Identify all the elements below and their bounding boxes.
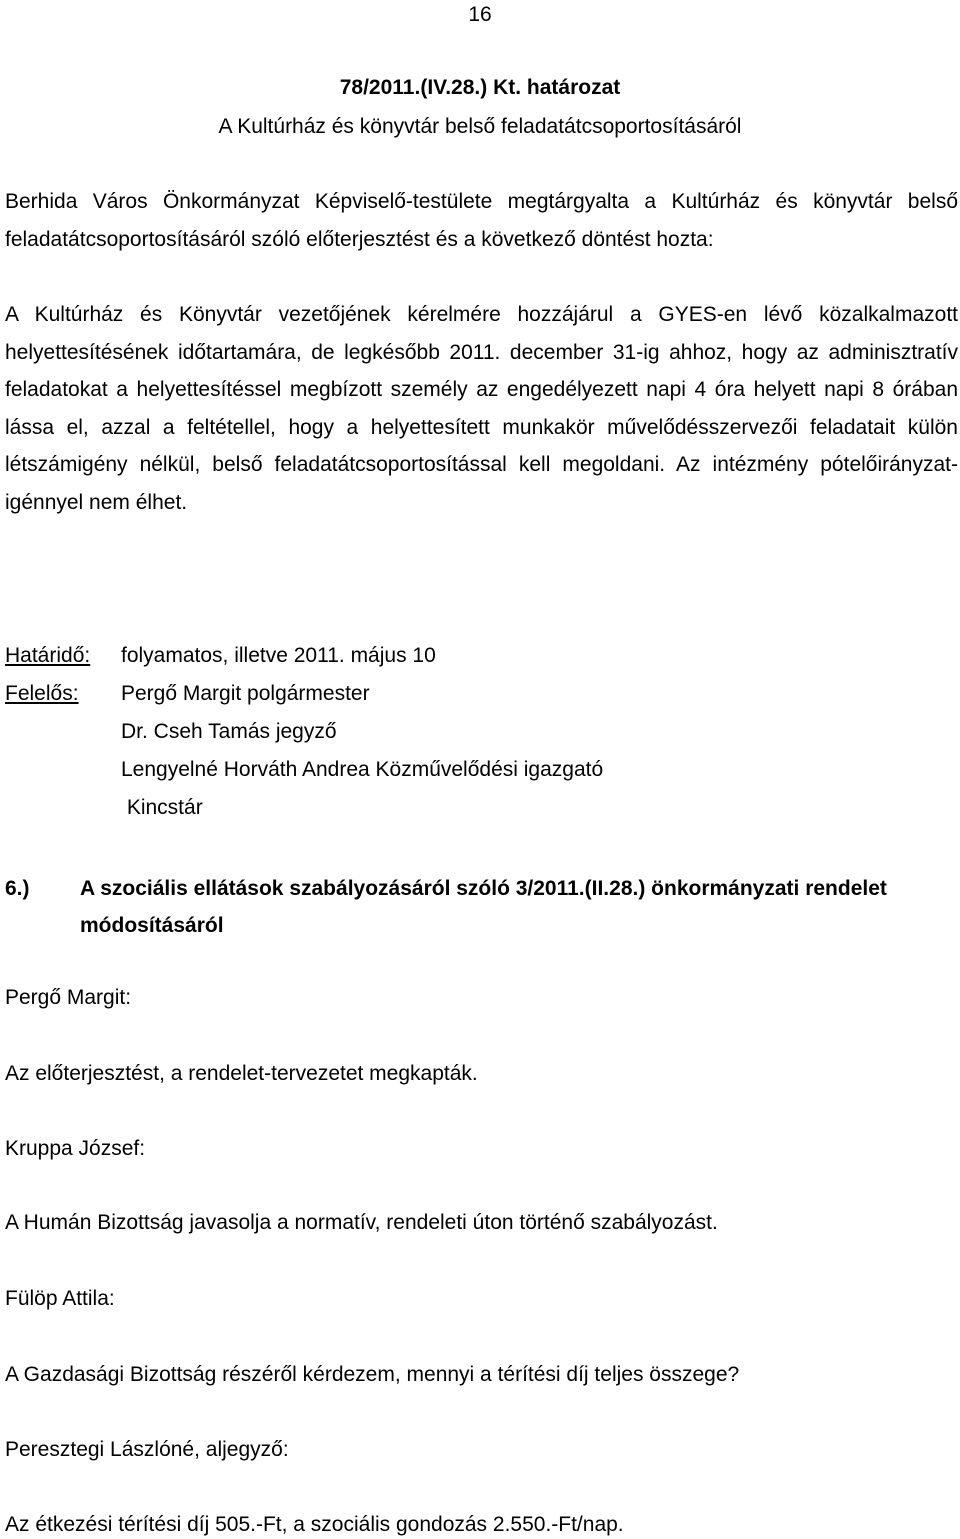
resolution-title: 78/2011.(IV.28.) Kt. határozat: [339, 76, 621, 99]
responsible-label: Felelős:: [5, 682, 79, 705]
speaker-text: Az étkezési térítési díj 505.-Ft, a szociális gondozás 2.550.-Ft/nap.: [5, 1513, 624, 1536]
deadline-row: [5, 643, 90, 669]
speaker-name: Fülöp Attila:: [5, 1287, 115, 1310]
section-number: 6.): [5, 877, 30, 900]
responsible-person-2: Dr. Cseh Tamás jegyző: [121, 720, 337, 743]
responsible-person-4: Kincstár: [121, 796, 203, 819]
speaker-name: Peresztegi Lászlóné, aljegyző:: [5, 1438, 289, 1461]
deadline-value: folyamatos, illetve 2011. május 10: [121, 644, 436, 667]
speaker-name: Kruppa József:: [5, 1137, 146, 1160]
speaker-name: Pergő Margit:: [5, 986, 132, 1009]
speaker-text: A Humán Bizottság javasolja a normatív, rendeleti úton történő szabályozást.: [5, 1211, 718, 1234]
section-title: A szociális ellátások szabályozásáról szóló 3/2011.(II.28.) önkormányzati rendelet módosításáról: [80, 877, 887, 937]
resolution-intro-paragraph: Berhida Város Önkormányzat Képviselő-testülete megtárgyalta a Kultúrház és könyvtár belső feladatátcsoportosításáról szóló előterjesztést és a következő döntést hozta:: [5, 190, 958, 251]
responsible-person-3: Lengyelné Horváth Andrea Közművelődési igazgató: [121, 758, 604, 781]
resolution-decision-paragraph: A Kultúrház és Könyvtár vezetőjének kérelmére hozzájárul a GYES-en lévő közalkalmazott helyettesítésének időtartamára, de legkésőbb 2011. december 31-ig ahhoz, hogy az adminisztratív feladatokat a helyettesítéssel megbízott személy az engedélyezett napi 4 óra helyett napi 8 órában lássa el, azzal a feltétellel, hogy a helyettesített munkakör művelődésszervezői feladatait külön létszámigény nélkül, belső feladatátcsoportosítással kell megoldani. Az intézmény pótelőirányzat-igénnyel nem élhet.: [5, 303, 958, 514]
deadline-label: Határidő:: [5, 644, 91, 667]
page-number: 16: [468, 3, 492, 26]
speaker-text: Az előterjesztést, a rendelet-tervezetet megkapták.: [5, 1062, 478, 1085]
resolution-subtitle: A Kultúrház és könyvtár belső feladatátcsoportosításáról: [218, 115, 742, 138]
speaker-text: A Gazdasági Bizottság részéről kérdezem, mennyi a térítési díj teljes összege?: [5, 1363, 740, 1386]
responsible-person-1: Pergő Margit polgármester: [121, 682, 370, 705]
responsible-label-row: [5, 681, 79, 707]
